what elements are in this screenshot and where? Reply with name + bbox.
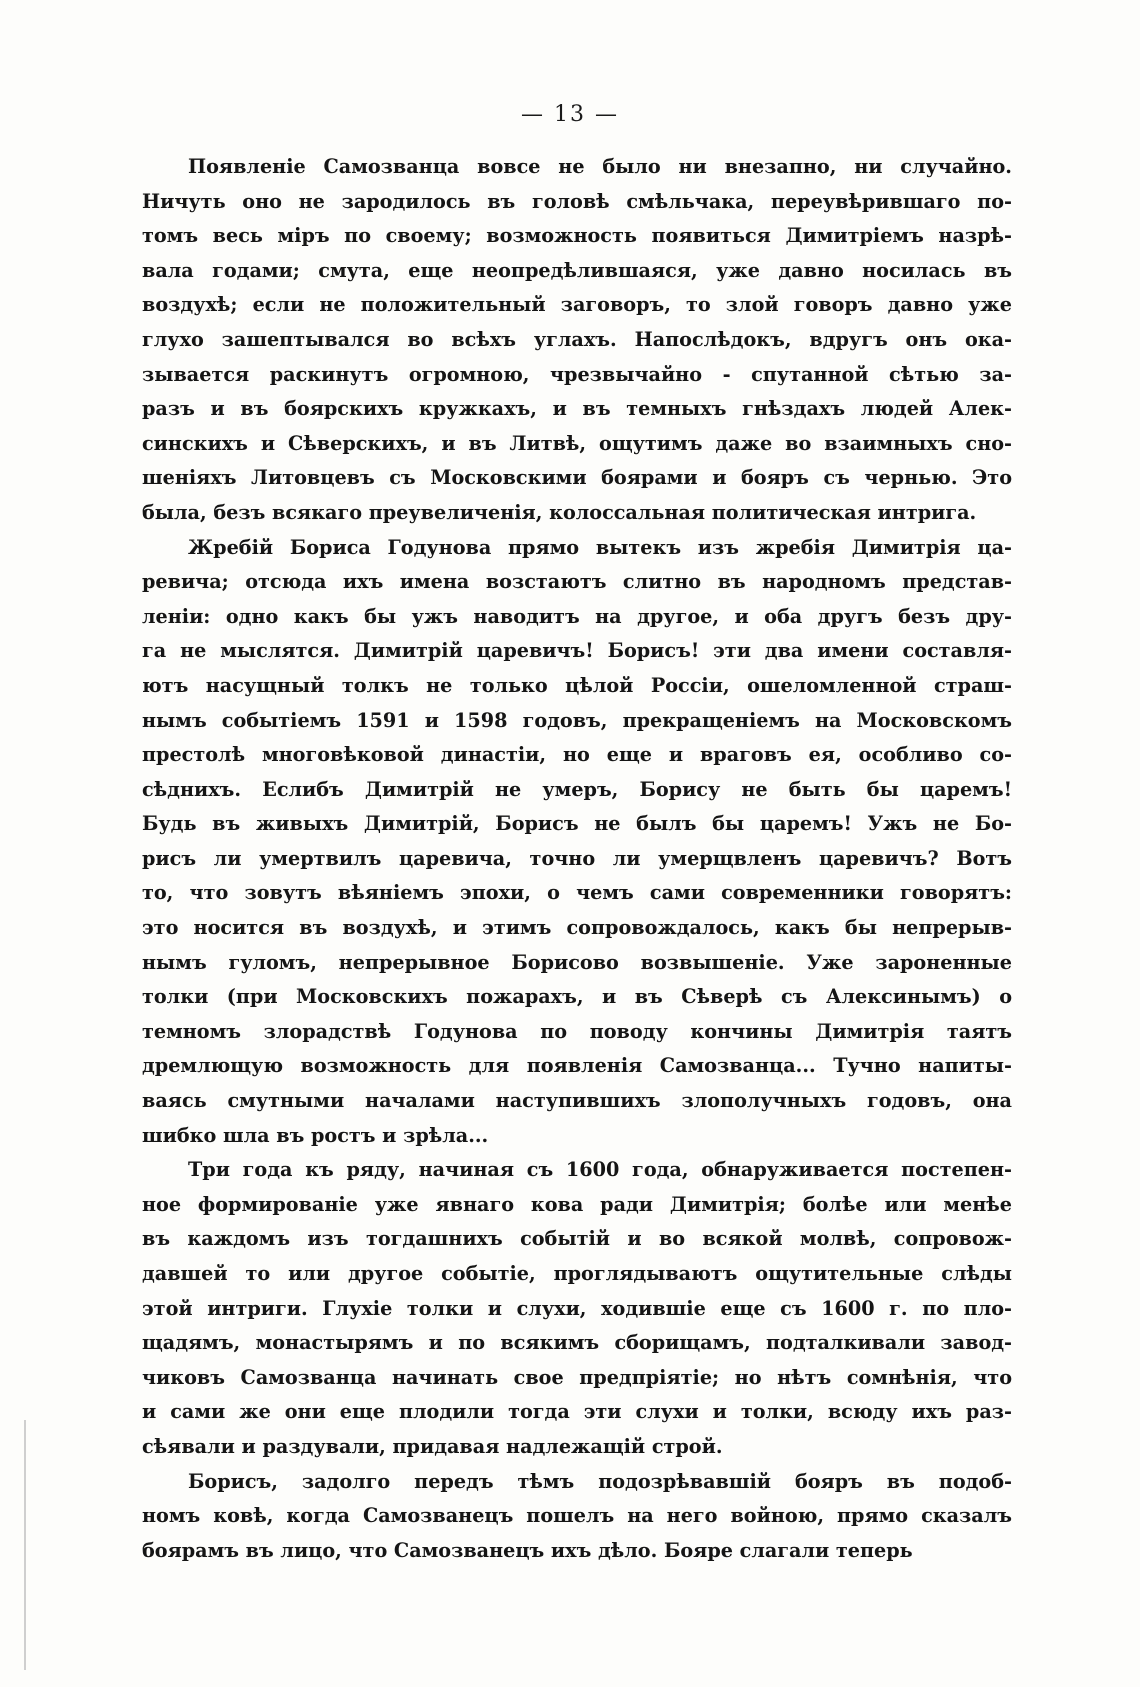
text-line: щадямъ, монастырямъ и по всякимъ сборищамъ, подталкивали завод- xyxy=(142,1331,1012,1355)
paragraph xyxy=(142,150,1012,531)
text-line: вала годами; смута, еще неопредѣлившаяся, уже давно носилась въ xyxy=(142,258,1012,282)
text-line: Появленіе Самозванца вовсе не было ни внезапно, ни случайно. xyxy=(188,155,1012,178)
page-number: — 13 — xyxy=(521,102,619,127)
text-line: Три года къ ряду, начиная съ 1600 года, обнаруживается постепен- xyxy=(188,1158,1012,1182)
text-line: ваясь смутными началами наступившихъ злополучныхъ годовъ, она xyxy=(142,1089,1012,1113)
text-line: Ничуть оно не зародилось въ головѣ смѣльчака, переувѣрившаго по- xyxy=(142,189,1012,213)
text-line: этой интриги. Глухіе толки и слухи, ходившіе еще съ 1600 г. по пло- xyxy=(142,1296,1012,1320)
text-line: и сами же они еще плодили тогда эти слухи и толки, всюду ихъ раз- xyxy=(142,1400,1012,1424)
paragraph xyxy=(142,1153,1012,1464)
text-line: зывается раскинутъ огромною, чрезвычайно - спутанной сѣтью за- xyxy=(142,362,1012,386)
text-line: ное формированіе уже явнаго кова ради Димитрія; болѣе или менѣе xyxy=(142,1192,1012,1216)
text-line: синскихъ и Сѣверскихъ, и въ Литвѣ, ощутимъ даже во взаимныхъ сно- xyxy=(142,431,1012,455)
text-line: сѣявали и раздували, придавая надлежащій строй. xyxy=(142,1434,723,1458)
text-line: Будь въ живыхъ Димитрій, Борисъ не былъ бы царемъ! Ужъ не Бо- xyxy=(142,812,1012,836)
text-line: боярамъ въ лицо, что Самозванецъ ихъ дѣло. Бояре слагали теперь xyxy=(142,1538,913,1562)
text-line: шибко шла въ ростъ и зрѣла... xyxy=(142,1123,489,1147)
text-line: га не мыслятся. Димитрій царевичъ! Борисъ! эти два имени составля- xyxy=(142,639,1012,663)
paragraph xyxy=(142,531,1012,1154)
text-line: разъ и въ боярскихъ кружкахъ, и въ темныхъ гнѣздахъ людей Алек- xyxy=(142,397,1012,421)
text-line: давшей то или другое событіе, проглядываютъ ощутительные слѣды xyxy=(142,1262,1012,1285)
text-line: леніи: одно какъ бы ужъ наводитъ на другое, и оба другъ безъ дру- xyxy=(142,604,1012,628)
text-line: чиковъ Самозванца начинать свое предпріятіе; но нѣтъ сомнѣнія, что xyxy=(142,1365,1012,1389)
text-line: нымъ событіемъ 1591 и 1598 годовъ, прекращеніемъ на Московскомъ xyxy=(142,708,1012,732)
text-line: рисъ ли умертвилъ царевича, точно ли умерщвленъ царевичъ? Вотъ xyxy=(142,846,1012,870)
text-line: воздухѣ; если не положительный заговоръ, то злой говоръ давно уже xyxy=(142,293,1012,317)
text-line: темномъ злорадствѣ Годунова по поводу кончины Димитрія таятъ xyxy=(142,1019,1012,1043)
text-line: Борисъ, задолго передъ тѣмъ подозрѣвавшій бояръ въ подоб- xyxy=(188,1469,1012,1493)
text-line: ревича; отсюда ихъ имена возстаютъ слитно въ народномъ представ- xyxy=(142,570,1012,594)
text-line: въ каждомъ изъ тогдашнихъ событій и во всякой молвѣ, сопровож- xyxy=(142,1227,1012,1251)
text-line: томъ весь міръ по своему; возможность появиться Димитріемъ назрѣ- xyxy=(142,224,1012,248)
text-line: номъ ковѣ, когда Самозванецъ пошелъ на него войною, прямо сказалъ xyxy=(142,1504,1012,1528)
text-line: дремлющую возможность для появленія Самозванца... Тучно напиты- xyxy=(142,1054,1012,1078)
text-line: шеніяхъ Литовцевъ съ Московскими боярами и бояръ съ чернью. Это xyxy=(142,466,1012,490)
body-text xyxy=(142,150,1012,1568)
text-line: это носится въ воздухѣ, и этимъ сопровождалось, какъ бы непрерыв- xyxy=(142,916,1012,940)
text-line: была, безъ всякаго преувеличенія, колоссальная политическая интрига. xyxy=(142,500,977,524)
text-line: нымъ гуломъ, непрерывное Борисово возвышеніе. Уже зароненные xyxy=(142,950,1012,974)
text-line: престолѣ многовѣковой династіи, но еще и враговъ ея, особливо со- xyxy=(142,743,1012,767)
text-line: глухо зашептывался во всѣхъ углахъ. Напослѣдокъ, вдругъ онъ ока- xyxy=(142,327,1012,351)
text-line: ютъ насущный толкъ не только цѣлой Россіи, ошеломленной страш- xyxy=(142,673,1012,697)
text-line: сѣднихъ. Еслибъ Димитрій не умеръ, Борису не быть бы царемъ! xyxy=(142,777,1012,801)
paragraph xyxy=(142,1465,1012,1569)
page-edge-shadow xyxy=(24,1420,26,1670)
text-line: то, что зовутъ вѣяніемъ эпохи, о чемъ сами современники говорятъ: xyxy=(142,881,1012,905)
text-line: Жребій Бориса Годунова прямо вытекъ изъ жребія Димитрія ца- xyxy=(188,535,1012,559)
text-line: толки (при Московскихъ пожарахъ, и въ Сѣверѣ съ Алексинымъ) о xyxy=(142,985,1012,1009)
